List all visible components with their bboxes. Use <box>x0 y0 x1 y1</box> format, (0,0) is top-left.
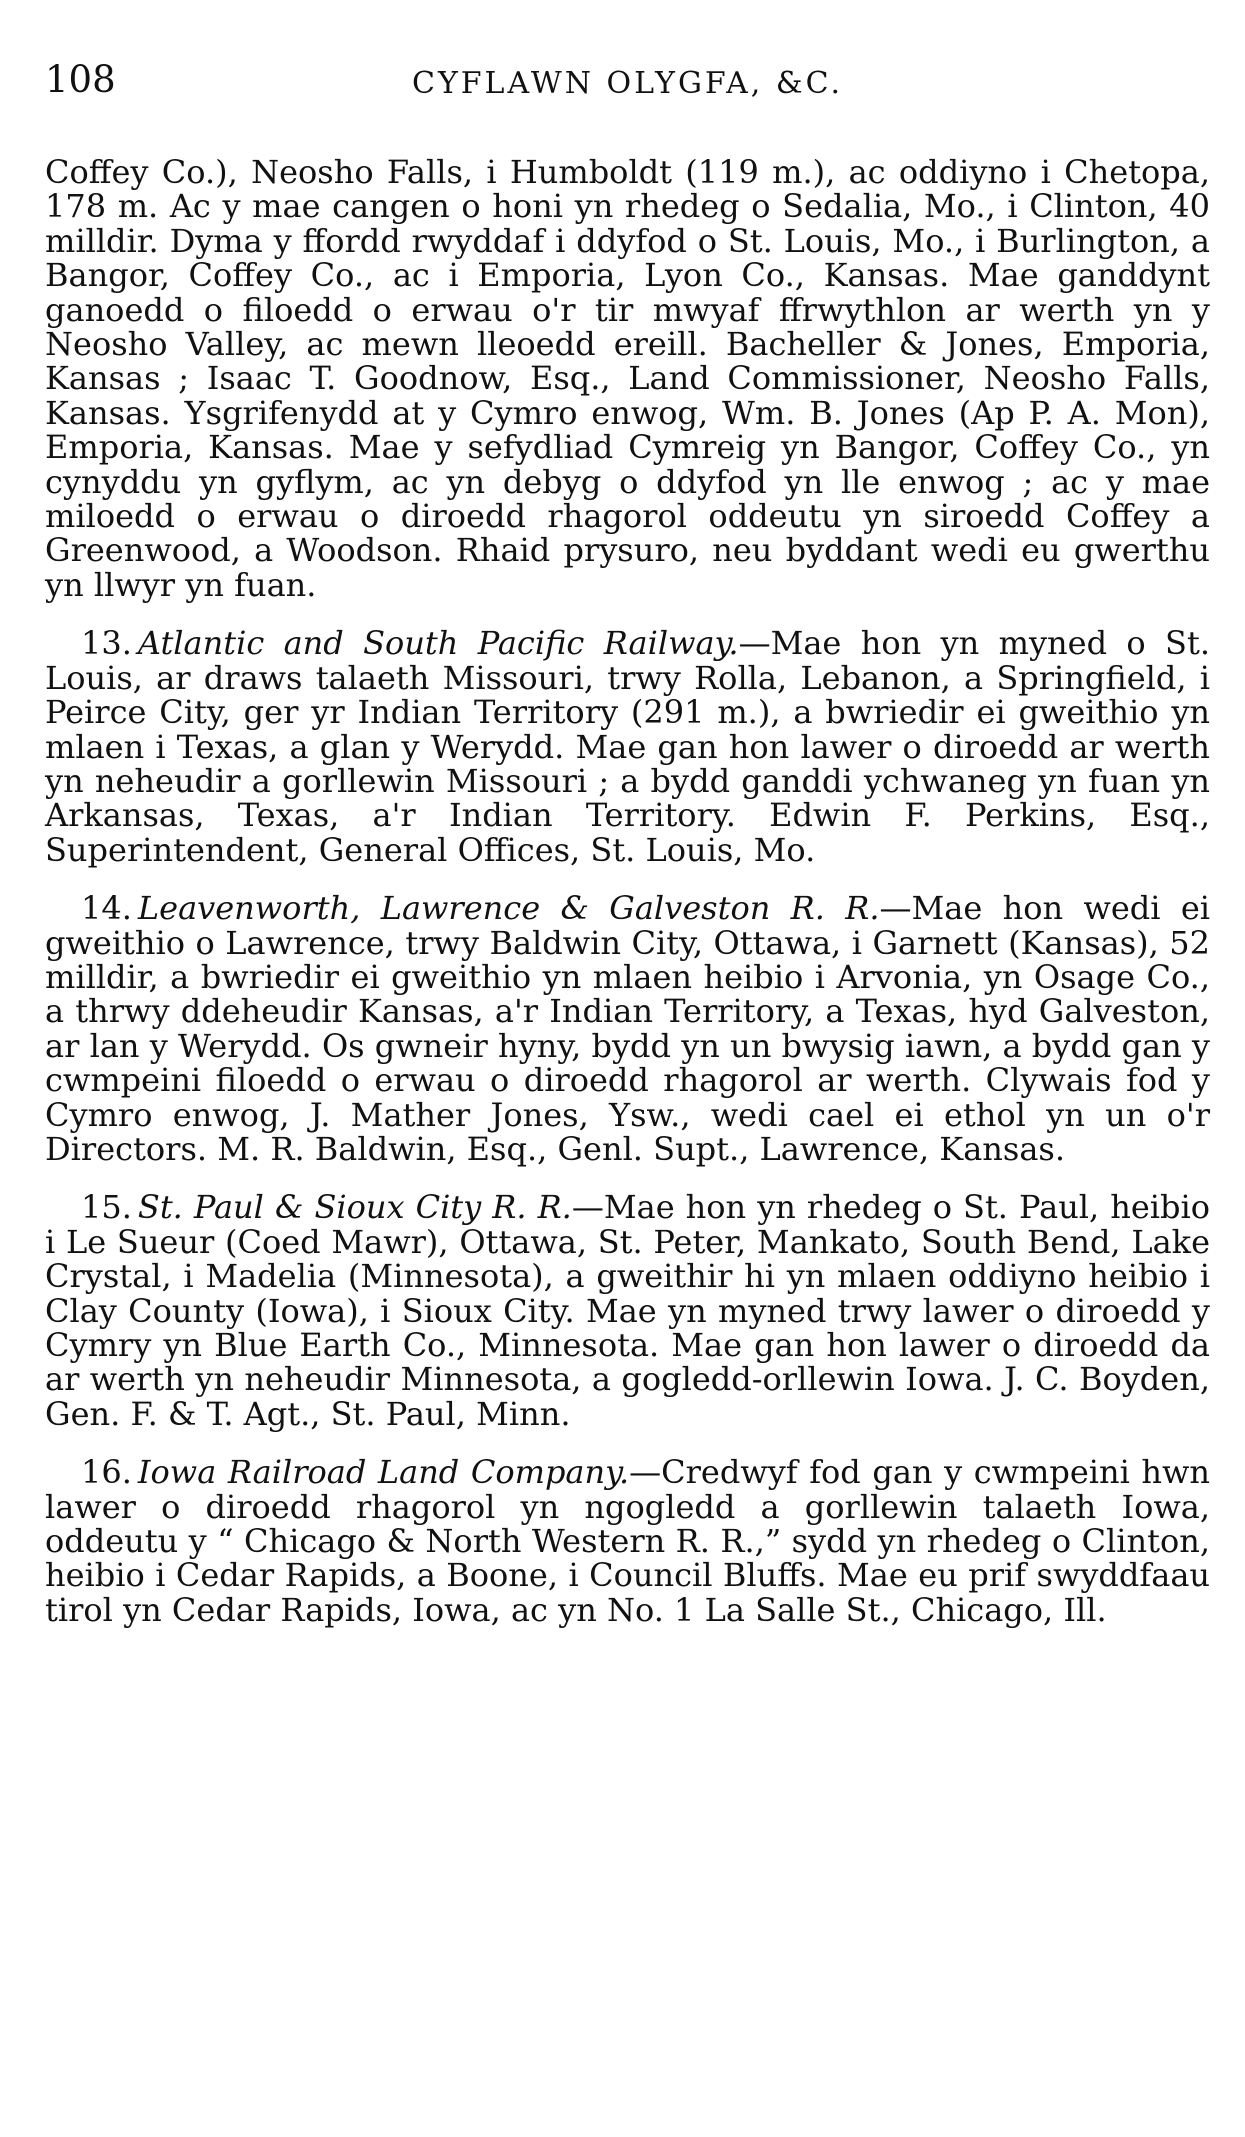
railway-title: Atlantic and South Pacific Railway. <box>137 624 739 663</box>
paragraph-number: 14. <box>81 889 132 928</box>
paragraph-14 <box>45 891 1210 1166</box>
paragraph-text: —Mae hon yn myned o St. Louis, ar draws talaeth Missouri, trwy Rolla, Lebanon, a Springfield, i Peirce City, ger yr Indian Territory (291 m.), a bwriedir ei gweithio yn mlaen i Texas, a glan y Werydd. Mae gan hon lawer o diroedd ar werth yn neheudir a gorllewin Missouri ; a bydd ganddi ychwaneg yn fuan yn Arkansas, Texas, a'r Indian Territory. Edwin F. Perkins, Esq., Superintendent, General Offices, St. Louis, Mo. <box>45 624 1211 869</box>
paragraph-number: 16. <box>81 1453 132 1492</box>
running-head: CYFLAWN OLYGFA, &C. <box>411 66 843 101</box>
paragraph-text: —Mae hon yn rhedeg o St. Paul, heibio i Le Sueur (Coed Mawr), Ottawa, St. Peter, Mankato, South Bend, Lake Crystal, i Madelia (Minnesota), a gweithir hi yn mlaen oddiyno heibio i Clay County (Iowa), i Sioux City. Mae yn myned trwy lawer o diroedd y Cymry yn Blue Earth Co., Minnesota. Mae gan hon lawer o diroedd da ar werth yn neheudir Minnesota, a gogledd-orllewin Iowa. J. C. Boyden, Gen. F. & T. Agt., St. Paul, Minn. <box>45 1188 1211 1433</box>
page-number: 108 <box>45 58 116 101</box>
paragraph-13 <box>45 626 1210 867</box>
railway-title: Leavenworth, Lawrence & Galveston R. R. <box>137 889 880 928</box>
paragraph-15 <box>45 1190 1210 1431</box>
paragraph-number: 15. <box>81 1188 132 1227</box>
paragraph-text: —Credwyf fod gan y cwmpeini hwn lawer o diroedd rhagorol yn ngogledd a gorllewin talaeth Iowa, oddeutu y “ Chicago & North Western R. R.,” sydd yn rhedeg o Clinton, heibio i Cedar Rapids, a Boone, i Council Bluffs. Mae eu prif swyddfaau tirol yn Cedar Rapids, Iowa, ac yn No. 1 La Salle St., Chicago, Ill. <box>45 1453 1211 1629</box>
body-text <box>45 155 1210 1651</box>
paragraph-16 <box>45 1455 1210 1627</box>
railway-title: Iowa Railroad Land Company. <box>137 1453 630 1492</box>
page-header <box>45 55 1210 115</box>
paragraph-text: Coffey Co.), Neosho Falls, i Humboldt (119 m.), ac oddiyno i Chetopa, 178 m. Ac y mae cangen o honi yn rhedeg o Sedalia, Mo., i Clinton, 40 milldir. Dyma y ffordd rwyddaf i ddyfod o St. Louis, Mo., i Burlington, a Bangor, Coffey Co., ac i Emporia, Lyon Co., Kansas. Mae ganddynt ganoedd o filoedd o erwau o'r tir mwyaf ffrwythlon ar werth yn y Neosho Valley, ac mewn lleoedd ereill. Bacheller & Jones, Emporia, Kansas ; Isaac T. Goodnow, Esq., Land Commissioner, Neosho Falls, Kansas. Ysgrifenydd at y Cymro enwog, Wm. B. Jones (Ap P. A. Mon), Emporia, Kansas. Mae y sefydliad Cymreig yn Bangor, Coffey Co., yn cynyddu yn gyflym, ac yn debyg o ddyfod yn lle enwog ; ac y mae miloedd o erwau o diroedd rhagorol oddeutu yn siroedd Coffey a Greenwood, a Woodson. Rhaid prysuro, neu byddant wedi eu gwerthu yn llwyr yn fuan. <box>45 153 1210 604</box>
railway-title: St. Paul & Sioux City R. R. <box>137 1188 572 1227</box>
paragraph-text: —Mae hon wedi ei gweithio o Lawrence, trwy Baldwin City, Ottawa, i Garnett (Kansas), 52 milldir, a bwriedir ei gweithio yn mlaen heibio i Arvonia, yn Osage Co., a thrwy ddeheudir Kansas, a'r Indian Territory, a Texas, hyd Galveston, ar lan y Werydd. Os gwneir hyny, bydd yn un bwysig iawn, a bydd gan y cwmpeini filoedd o erwau o diroedd rhagorol ar werth. Clywais fod y Cymro enwog, J. Mather Jones, Ysw., wedi cael ei ethol yn un o'r Directors. M. R. Baldwin, Esq., Genl. Supt., Lawrence, Kansas. <box>45 889 1211 1168</box>
paragraph-continuation <box>45 155 1210 602</box>
paragraph-number: 13. <box>81 624 132 663</box>
